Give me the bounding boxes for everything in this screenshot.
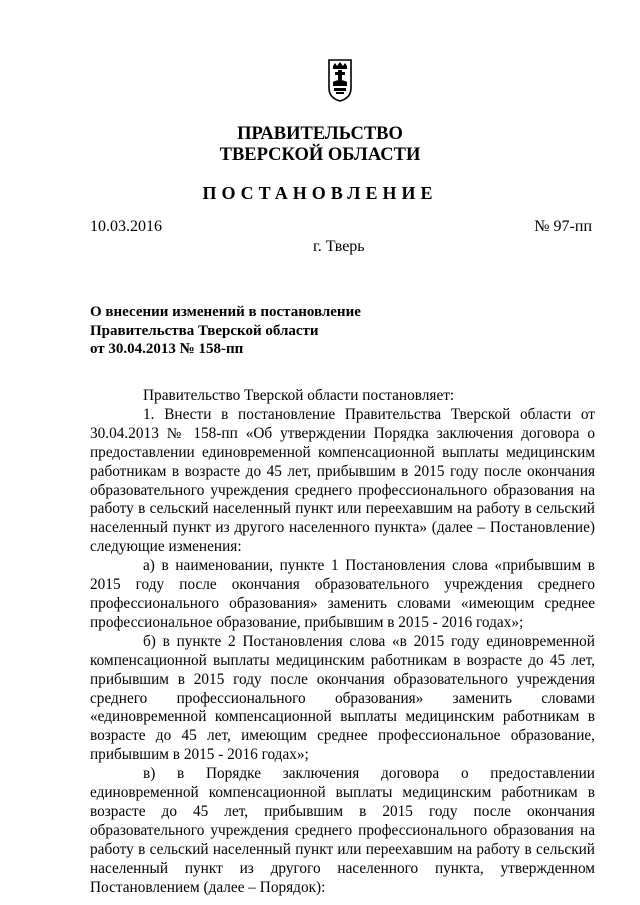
subject-line: Правительства Тверской области [90, 322, 319, 339]
organization-name-line2: ТВЕРСКОЙ ОБЛАСТИ [219, 145, 421, 165]
document-date: 10.03.2016 [90, 218, 162, 235]
clause-1-paragraph: 1. Внести в постановление Правительства Тверской области от 30.04.2013 № 158-пп «Об утверждении Порядка заключения договора о предоставлении единовременной компенсационной выплаты медицинским работникам в возрасте до 45 лет, прибывшим в 2015 году после окончания образовательного учреждения среднего профессионального образования на работу в сельский населенный пункт или переехавшим на работу в сельский населенный пункт из другого населенного пункта» (далее – Постановление) следующие изменения: [90, 405, 595, 556]
subclause-v-paragraph: в) в Порядке заключения договора о предоставлении единовременной компенсационной выплаты медицинским работникам в возрасте до 45 лет, прибывшим в 2015 году после окончания образовательного учреждения среднего профессионального образования на работу в сельский населенный пункт или переехавшим на работу в сельский населенный пункт из другого населенного пункта, утвержденном Постановлением (далее – Порядок): [90, 765, 595, 896]
organization-name-line1: ПРАВИТЕЛЬСТВО [237, 124, 403, 144]
subclause-a-paragraph: а) в наименовании, пункте 1 Постановления слова «прибывшим в 2015 году после окончания образовательного учреждения среднего профессионального образования» заменить словами «имеющим среднее профессиональное образование, прибывшим в 2015 - 2016 годах»; [90, 557, 595, 631]
subclause-b-paragraph: б) в пункте 2 Постановления слова «в 2015 году единовременной компенсационной выплаты медицинским работникам в возрасте до 45 лет, прибывшим в 2015 году после окончания образовательного учреждения среднего профессионального образования» заменить словами «единовременной компенсационной выплаты медицинским работникам в возрасте до 45 лет, имеющим среднее профессиональное образование, прибывшим в 2015 - 2016 годах»; [90, 632, 595, 764]
document-subject [90, 303, 430, 359]
document-city: г. Тверь [313, 238, 365, 255]
document-body [90, 387, 595, 897]
intro-paragraph: Правительство Тверской области постановляет: [143, 387, 455, 404]
document-number: № 97-пп [534, 218, 592, 235]
document-type: ПОСТАНОВЛЕНИЕ [202, 183, 438, 203]
subject-line: О внесении изменений в постановление [90, 304, 361, 320]
tver-coat-of-arms-icon [327, 58, 353, 102]
subject-line: от 30.04.2013 № 158-пп [90, 341, 244, 357]
